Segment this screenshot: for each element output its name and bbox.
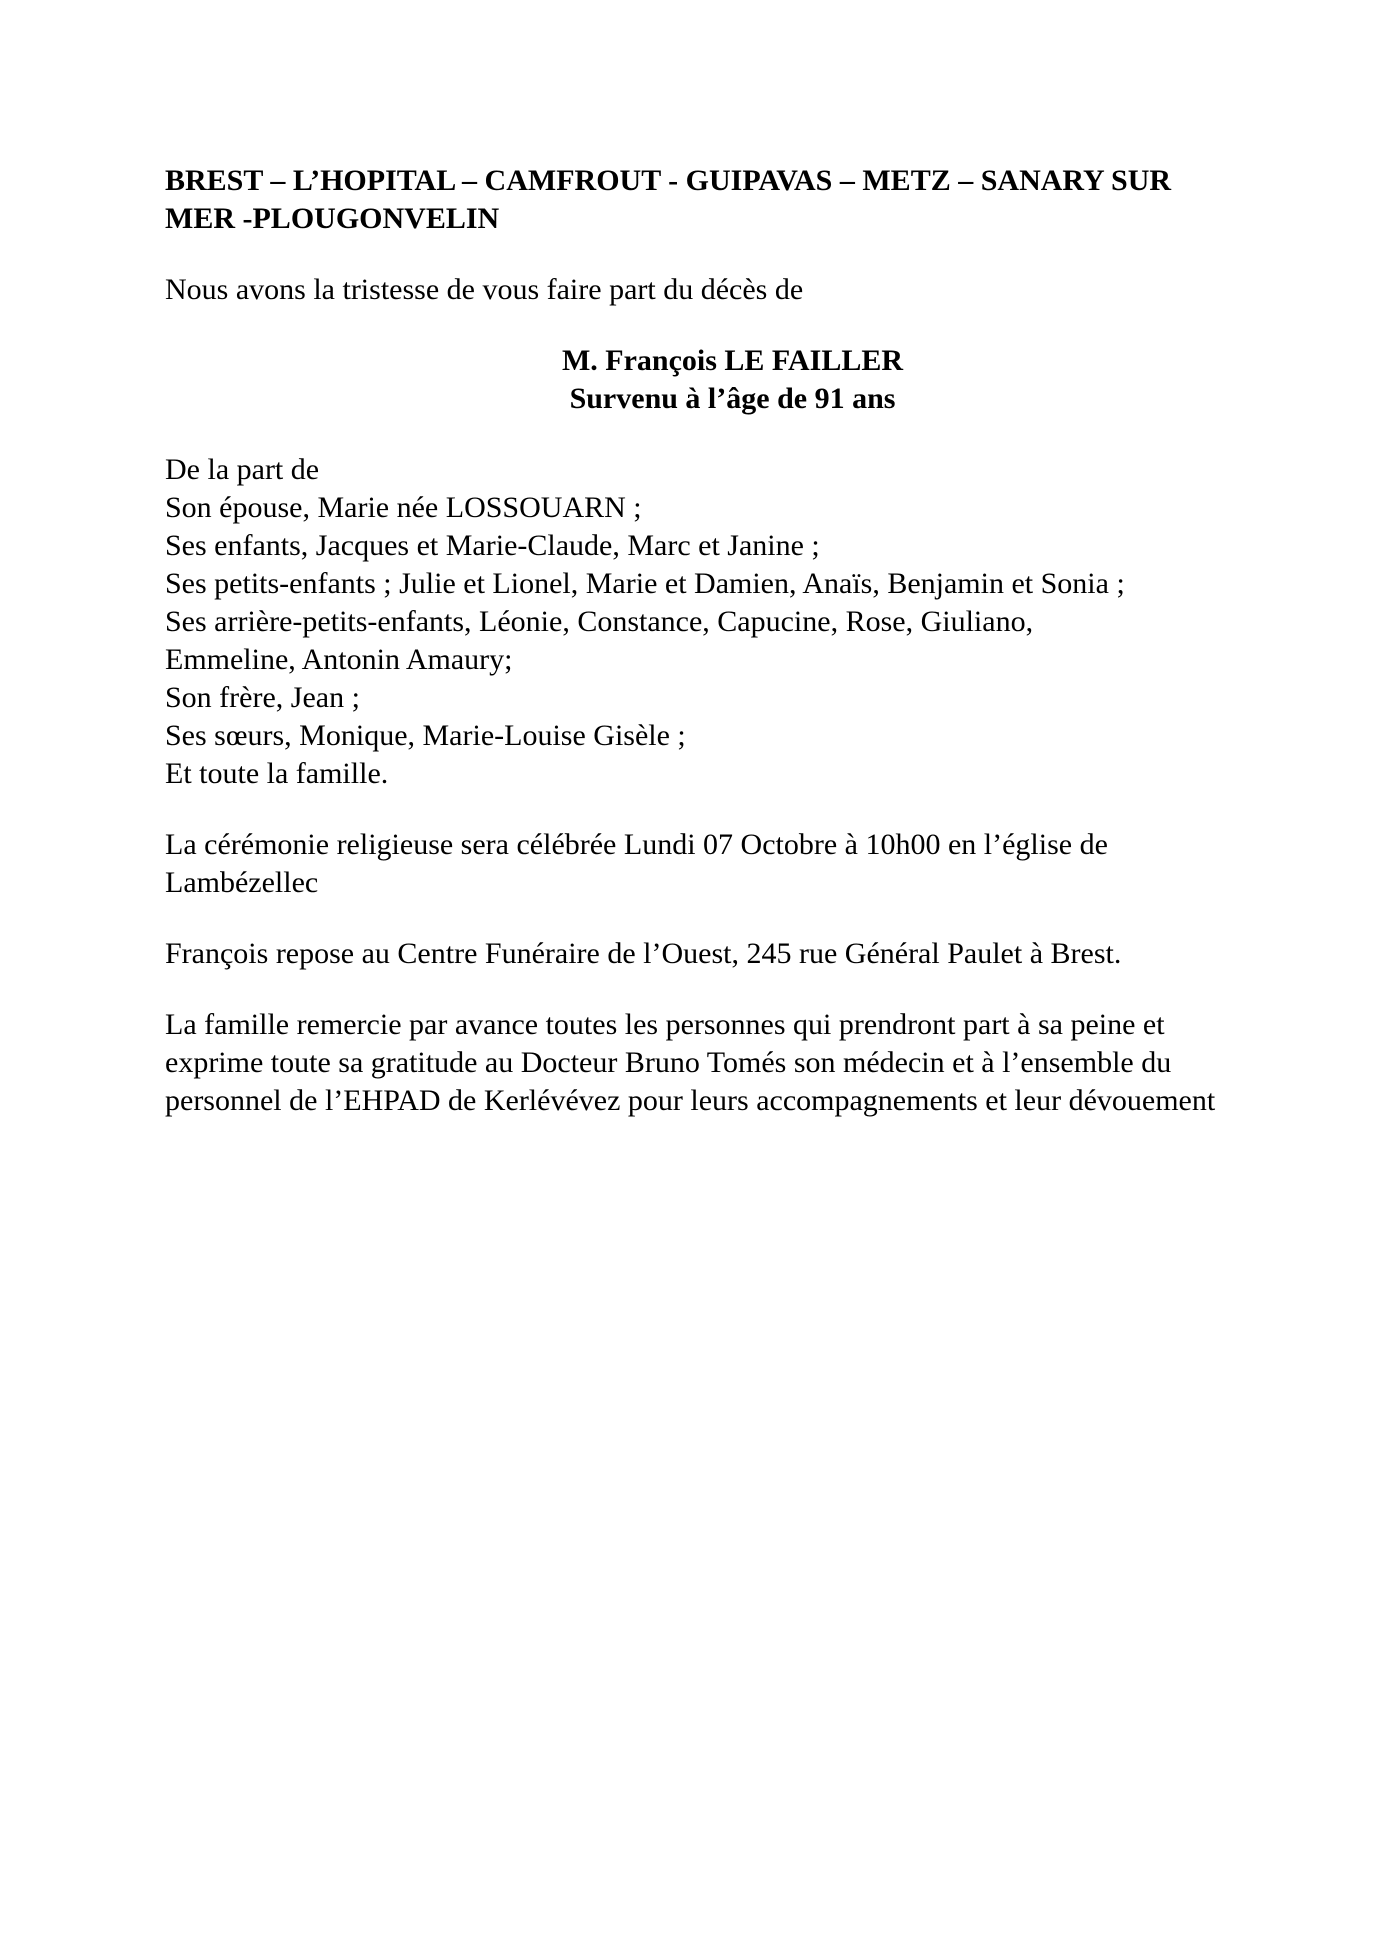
deceased-block xyxy=(165,342,1250,418)
announcement-intro: Nous avons la tristesse de vous faire part du décès de xyxy=(165,273,804,306)
locations-heading: BREST – L’HOPITAL – CAMFROUT - GUIPAVAS – METZ – SANARY SUR MER -PLOUGONVELIN xyxy=(165,164,1172,235)
ceremony-paragraph: La cérémonie religieuse sera célébrée Lundi 07 Octobre à 10h00 en l’église de Lambézellec xyxy=(165,828,1108,899)
family-line: Et toute la famille. xyxy=(165,757,389,790)
family-line: Son épouse, Marie née LOSSOUARN ; xyxy=(165,491,642,524)
family-line: De la part de xyxy=(165,453,320,486)
family-line: Ses sœurs, Monique, Marie-Louise Gisèle ; xyxy=(165,719,686,752)
family-line: Emmeline, Antonin Amaury; xyxy=(165,643,513,676)
family-line: Ses petits-enfants ; Julie et Lionel, Marie et Damien, Anaïs, Benjamin et Sonia ; xyxy=(165,567,1125,600)
deceased-name: M. François LE FAILLER xyxy=(561,344,904,377)
repose-paragraph: François repose au Centre Funéraire de l’Ouest, 245 rue Général Paulet à Brest. xyxy=(165,937,1122,970)
family-line: Ses enfants, Jacques et Marie-Claude, Marc et Janine ; xyxy=(165,529,820,562)
deceased-age: Survenu à l’âge de 91 ans xyxy=(569,382,896,415)
thanks-paragraph: La famille remercie par avance toutes les personnes qui prendront part à sa peine et exprime toute sa gratitude au Docteur Bruno Tomés son médecin et à l’ensemble du personnel de l’EHPAD de Kerlévévez pour leurs accompagnements et leur dévouement xyxy=(165,1008,1216,1117)
family-list xyxy=(165,451,1250,793)
family-line: Ses arrière-petits-enfants, Léonie, Constance, Capucine, Rose, Giuliano, xyxy=(165,605,1034,638)
family-line: Son frère, Jean ; xyxy=(165,681,360,714)
document-content xyxy=(165,162,1250,1120)
